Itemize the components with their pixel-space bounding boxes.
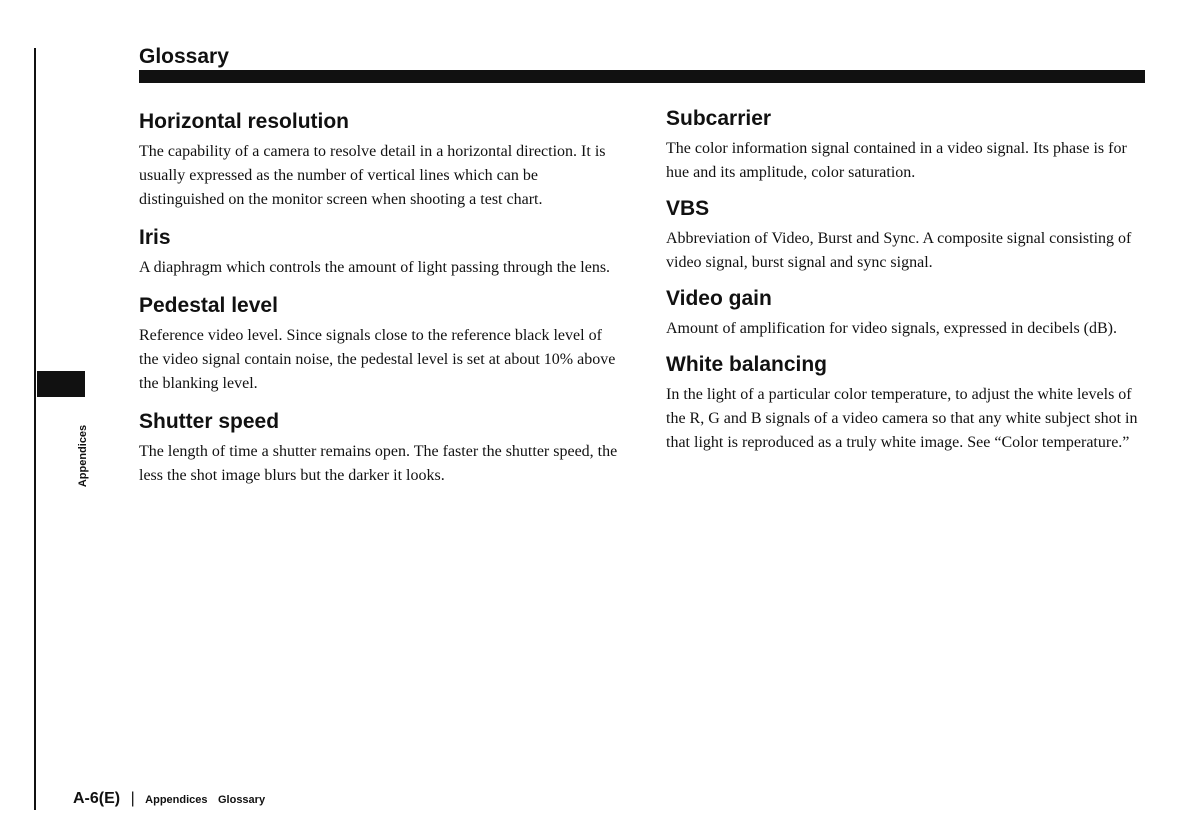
glossary-entry-subcarrier bbox=[666, 105, 1148, 185]
page-number: A-6(E) bbox=[73, 790, 121, 807]
term-heading: Video gain bbox=[666, 287, 772, 310]
glossary-entry-white-balancing bbox=[666, 351, 1148, 455]
footer-subsection: Glossary bbox=[217, 794, 266, 806]
term-definition: Abbreviation of Video, Burst and Sync. A composite signal consisting of video signal, burst signal and sync signal. bbox=[666, 230, 1132, 271]
term-definition: Reference video level. Since signals close to the reference black level of the video signal contain noise, the pedestal level is set at about 10% above the blanking level. bbox=[139, 327, 616, 392]
page-title: Glossary bbox=[139, 45, 229, 68]
glossary-entry-vbs bbox=[666, 195, 1148, 275]
footer-section: Appendices bbox=[145, 794, 208, 806]
term-heading: White balancing bbox=[666, 353, 828, 376]
term-heading: Horizontal resolution bbox=[139, 110, 349, 133]
term-heading: VBS bbox=[666, 197, 710, 220]
term-heading: Shutter speed bbox=[139, 410, 280, 433]
glossary-entry-iris bbox=[139, 224, 621, 280]
term-definition: A diaphragm which controls the amount of light passing through the lens. bbox=[139, 259, 611, 276]
term-heading: Pedestal level bbox=[139, 294, 278, 317]
footer-separator: | bbox=[130, 790, 135, 807]
term-definition: Amount of amplification for video signals, expressed in decibels (dB). bbox=[666, 320, 1118, 337]
term-definition: The capability of a camera to resolve detail in a horizontal direction. It is usually expressed as the number of vertical lines which can be distinguished on the monitor screen when shooting a test chart. bbox=[139, 143, 606, 208]
term-definition: The color information signal contained in a video signal. Its phase is for hue and its amplitude, color saturation. bbox=[666, 140, 1127, 181]
glossary-entry-video-gain bbox=[666, 285, 1148, 341]
term-heading: Iris bbox=[139, 226, 171, 249]
page-footer bbox=[73, 790, 271, 808]
term-definition: The length of time a shutter remains open. The faster the shutter speed, the less the shot image blurs but the darker it looks. bbox=[139, 443, 618, 484]
section-tab bbox=[37, 371, 85, 397]
glossary-entry-shutter-speed bbox=[139, 408, 621, 488]
glossary-entry-horizontal-resolution bbox=[139, 108, 621, 212]
side-section-label: Appendices bbox=[77, 424, 89, 488]
glossary-entry-pedestal-level bbox=[139, 292, 621, 396]
title-rule bbox=[139, 70, 1145, 83]
margin-rule bbox=[34, 48, 36, 810]
term-definition: In the light of a particular color temperature, to adjust the white levels of the R, G and B signals of a video camera so that any white subject shot in that light is reproduced as a truly white image. See “Color temperature.” bbox=[666, 386, 1138, 451]
term-heading: Subcarrier bbox=[666, 107, 772, 130]
right-column bbox=[666, 105, 1148, 465]
left-column bbox=[139, 108, 621, 500]
